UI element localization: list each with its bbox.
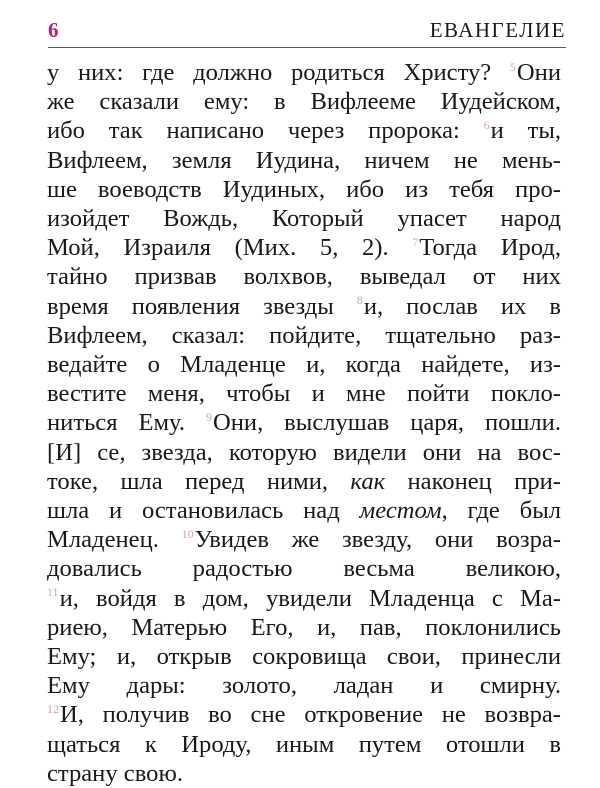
text-line — [47, 321, 561, 350]
text-line — [47, 671, 561, 700]
text-run: Ему дары: золото, ладан и смирну. — [47, 672, 561, 700]
italic-word: как — [350, 467, 386, 495]
text-line — [47, 467, 561, 496]
text-line — [47, 613, 561, 642]
text-line — [47, 87, 561, 116]
text-run: и, послав их в — [363, 292, 561, 320]
text-run: ибо так написано через пророка: — [47, 117, 484, 145]
text-run: ведайте о Младенце и, когда найдете, из- — [47, 351, 561, 379]
text-run: Вифлеем, земля Иудина, ничем не мень- — [47, 146, 561, 174]
text-run: Увидев же звезду, они возра- — [194, 526, 561, 554]
text-run: страну свою. — [47, 759, 183, 787]
text-run: Они, выслушав царя, пошли. — [213, 409, 561, 437]
verse-number: 7 — [412, 235, 419, 250]
text-line — [47, 233, 561, 262]
text-line — [47, 175, 561, 204]
text-run: же сказали ему: в Вифлееме Иудейском, — [47, 88, 561, 116]
text-run: вестите меня, чтобы и мне пойти покло- — [47, 380, 561, 408]
text-run: [И] се, звезда, которую видели они на вос- — [47, 438, 561, 466]
text-run: и ты, — [490, 117, 562, 145]
text-line — [47, 204, 561, 233]
text-line — [47, 146, 561, 175]
text-run: тайно призвав волхвов, выведал от них — [47, 263, 561, 291]
text-run: токе, шла перед ними, — [47, 467, 351, 495]
text-line — [47, 584, 561, 613]
text-line — [47, 116, 561, 145]
text-line — [47, 525, 561, 554]
text-run: И, получив во сне откровение не возвра- — [60, 701, 561, 729]
text-line — [47, 58, 561, 87]
text-run: риею, Матерью Его, и, пав, поклонились — [47, 613, 561, 641]
text-line — [47, 700, 561, 729]
text-run: у них: где должно родиться Христу? — [47, 59, 510, 86]
text-run: Тогда Ирод, — [419, 234, 561, 262]
text-run: Вифлеем, сказал: пойдите, тщательно раз- — [47, 321, 561, 349]
text-line — [47, 730, 561, 759]
text-line — [47, 642, 561, 671]
text-line — [47, 759, 561, 788]
text-run: и, войдя в дом, увидели Младенца с Ма- — [59, 584, 561, 612]
verse-number: 11 — [47, 585, 59, 600]
text-line — [47, 408, 561, 437]
text-run: ниться Ему. — [47, 409, 206, 437]
verse-number: 10 — [181, 527, 194, 542]
text-run: время появления звезды — [47, 292, 357, 320]
text-line — [47, 379, 561, 408]
text-run: довались радостью весьма великою, — [47, 555, 561, 583]
text-run: изойдет Вождь, Который упасет народ — [47, 205, 561, 233]
verse-number: 8 — [356, 293, 363, 308]
verse-number: 9 — [206, 410, 212, 425]
text-line — [47, 496, 561, 525]
page-header — [48, 14, 566, 46]
text-line — [47, 438, 561, 467]
verse-number: 5 — [509, 59, 516, 74]
text-run: Мой, Израиля (Мих. 5, 2). — [47, 234, 413, 262]
text-run: , где был — [441, 497, 561, 525]
text-run: щаться к Ироду, иным путем отошли в — [47, 730, 561, 758]
text-run: наконец при- — [385, 467, 561, 495]
text-line — [47, 262, 561, 291]
body-text — [47, 58, 561, 788]
page-number: 6 — [48, 17, 59, 42]
text-line — [47, 350, 561, 379]
text-run: ше воеводств Иудиных, ибо из тебя про- — [47, 175, 561, 203]
verse-number: 12 — [47, 702, 59, 717]
text-run: шла и остановилась над — [47, 497, 360, 525]
verse-number: 6 — [483, 118, 490, 133]
text-run: Ему; и, открыв сокровища свои, принесли — [47, 643, 561, 671]
italic-word: местом — [359, 497, 442, 525]
text-run: Младенец. — [47, 526, 182, 554]
text-line — [47, 554, 561, 583]
running-head: ЕВАНГЕЛИЕ — [429, 17, 566, 42]
text-run: Они — [516, 59, 561, 86]
header-rule — [48, 47, 566, 48]
text-line — [47, 292, 561, 321]
